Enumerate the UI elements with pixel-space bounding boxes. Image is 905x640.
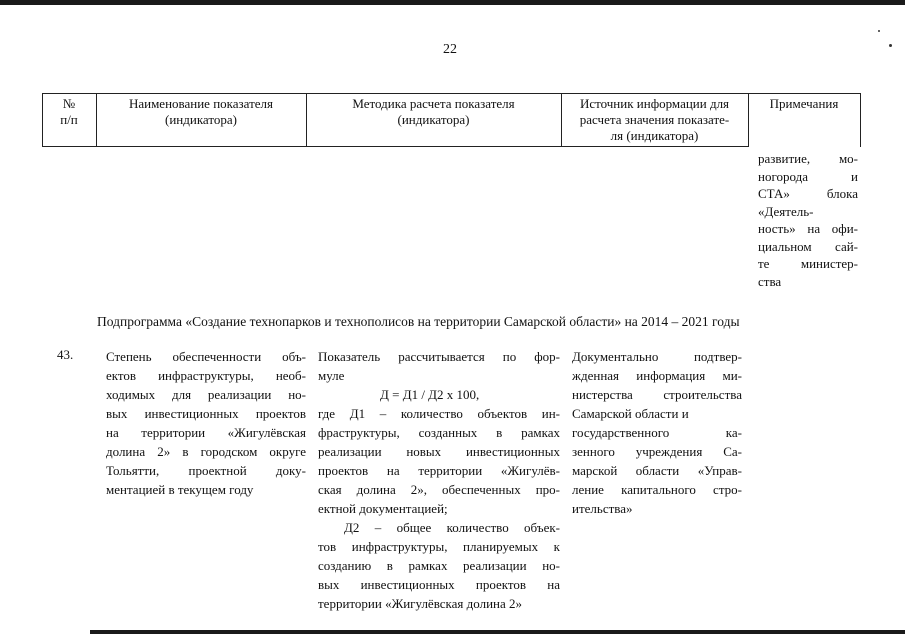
header-col-method: Методика расчета показателя (индикатора) (352, 96, 515, 127)
calculation-method: Показатель рассчитывается по фор- муле Д = Д1 / Д2 х 100, где Д1 – количество объектов ин- фраструктуры, созданных в рамках реализации новых инвестиционных проектов на территории «Жигулёв- ская долина 2», обеспеченных про- ектной документацией; Д2 – общее количество объек- тов инфраструктуры, планируемых к созданию в рамках реализации но- вых инвестиционных проектов на территории «Жигулёвская долина 2» (318, 349, 560, 611)
table-border-right (860, 93, 861, 147)
information-source: Документально подтвер- жденная информация ми- нистерства строительства Самарской области и государственного ка- зенного учреждения Са- марской области «Управ- ление капитального стро- ительства» (572, 349, 742, 516)
subprogram-heading: Подпрограмма «Создание технопарков и технополисов на территории Самарской области» на 2014 – 2021 годы (97, 314, 740, 329)
indicator-name: Степень обеспеченности объ- ектов инфраструктуры, необ- ходимых для реализации но- вых инвестиционных проектов на территории «Жигулёвская долина 2» в городском округе Тольятти, проектной доку- ментацией в текущем году (106, 349, 306, 497)
table-header-top-rule (42, 93, 860, 94)
header-col-name: Наименование показателя (индикатора) (128, 96, 274, 127)
bottom-scan-border (90, 630, 905, 634)
row-number: 43. (57, 347, 74, 362)
header-col-source: Источник информации для расчета значения показате- ля (индикатора) (579, 96, 730, 143)
page-number: 22 (443, 42, 457, 57)
notes-continuation: развитие, мо- ногорода и СТА» блока «Деятель- ность» на офи- циальном сай- те министер- ства (758, 151, 858, 289)
scan-speck (878, 30, 880, 32)
scan-speck (889, 44, 892, 47)
table-header-bottom-rule (42, 146, 748, 147)
header-col-number: № п/п (60, 96, 78, 127)
top-scan-border (0, 0, 905, 5)
header-col-notes: Примечания (769, 96, 839, 111)
formula: Д = Д1 / Д2 х 100, (380, 387, 480, 402)
